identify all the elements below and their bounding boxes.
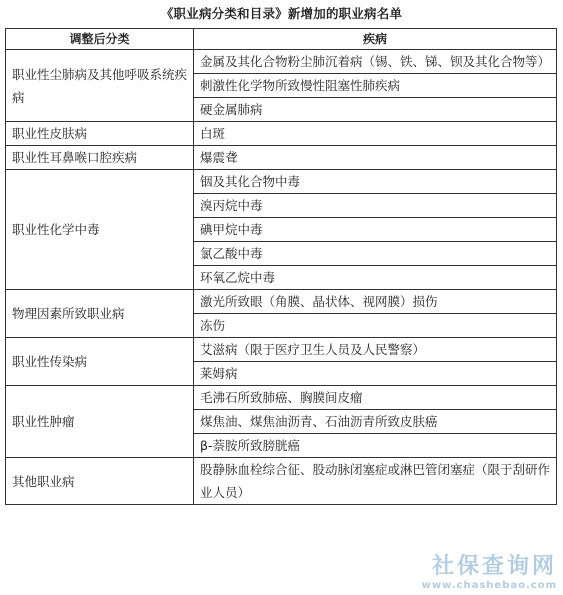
disease-cell: 煤焦油、煤焦油沥青、石油沥青所致皮肤癌 xyxy=(194,410,557,434)
disease-cell: β-萘胺所致膀胱癌 xyxy=(194,434,557,458)
table-row xyxy=(6,458,557,505)
table-body xyxy=(6,50,557,505)
category-cell: 职业性皮肤病 xyxy=(6,122,194,146)
table-row xyxy=(6,338,557,362)
table-row xyxy=(6,146,557,170)
table-header-row xyxy=(6,29,557,50)
disease-cell: 金属及其化合物粉尘肺沉着病（锡、铁、锑、钡及其化合物等） xyxy=(194,50,557,74)
table-row xyxy=(6,386,557,410)
header-category: 调整后分类 xyxy=(6,29,194,50)
category-cell: 职业性尘肺病及其他呼吸系统疾病 xyxy=(6,50,194,122)
page-title: 《职业病分类和目录》新增加的职业病名单 xyxy=(160,6,403,21)
disease-cell: 激光所致眼（角膜、晶状体、视网膜）损伤 xyxy=(194,290,557,314)
watermark xyxy=(422,549,557,591)
table-row xyxy=(6,170,557,194)
watermark-name: 社保查询网 xyxy=(431,554,557,579)
disease-cell: 莱姆病 xyxy=(194,362,557,386)
category-cell: 其他职业病 xyxy=(6,458,194,505)
disease-cell: 股静脉血栓综合征、股动脉闭塞症或淋巴管闭塞症（限于刮研作业人员） xyxy=(194,458,557,505)
category-cell: 职业性传染病 xyxy=(6,338,194,386)
table-row xyxy=(6,122,557,146)
disease-cell: 溴丙烷中毒 xyxy=(194,194,557,218)
watermark-url: www.chashebao.com xyxy=(421,580,557,591)
table-row xyxy=(6,290,557,314)
disease-cell: 冻伤 xyxy=(194,314,557,338)
disease-cell: 环氧乙烷中毒 xyxy=(194,266,557,290)
disease-cell: 刺激性化学物所致慢性阻塞性肺疾病 xyxy=(194,74,557,98)
disease-cell: 碘甲烷中毒 xyxy=(194,218,557,242)
category-cell: 职业性耳鼻喉口腔疾病 xyxy=(6,146,194,170)
disease-cell: 爆震聋 xyxy=(194,146,557,170)
header-disease: 疾病 xyxy=(194,29,557,50)
disease-cell: 白斑 xyxy=(194,122,557,146)
disease-cell: 铟及其化合物中毒 xyxy=(194,170,557,194)
disease-table xyxy=(5,28,557,505)
category-cell: 职业性肿瘤 xyxy=(6,386,194,458)
table-row xyxy=(6,50,557,74)
disease-cell: 毛沸石所致肺癌、胸膜间皮瘤 xyxy=(194,386,557,410)
category-cell: 物理因素所致职业病 xyxy=(6,290,194,338)
disease-cell: 艾滋病（限于医疗卫生人员及人民警察） xyxy=(194,338,557,362)
disease-cell: 硬金属肺病 xyxy=(194,98,557,122)
category-cell: 职业性化学中毒 xyxy=(6,170,194,290)
disease-cell: 氯乙酸中毒 xyxy=(194,242,557,266)
